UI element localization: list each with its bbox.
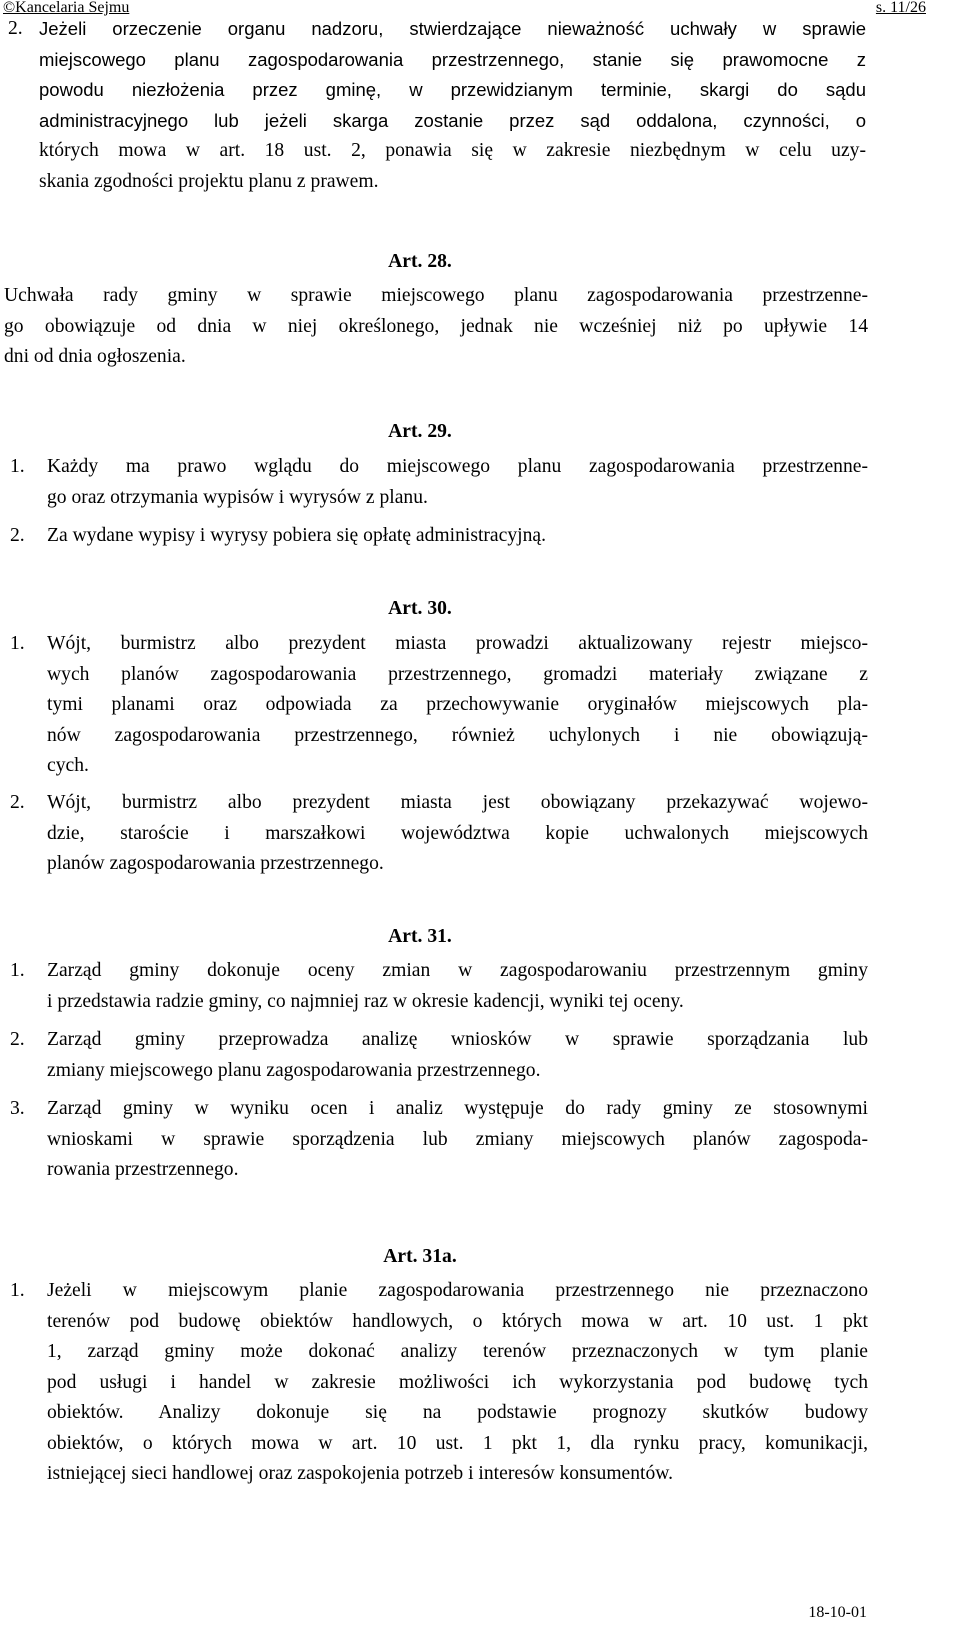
item-number: 2. xyxy=(10,792,25,813)
text-line: Uchwała rady gminy w sprawie miejscowego planu zagospodarowania przestrzenne- xyxy=(4,285,868,306)
item-number: 2. xyxy=(10,525,25,546)
text-line: administracyjnego lub jeżeli skarga zostanie przez sąd oddalona, czynności, o xyxy=(39,109,866,131)
article-heading-28: Art. 28. xyxy=(388,251,452,272)
text-line: terenów pod budowę obiektów handlowych, o których mowa w art. 10 ust. 1 pkt xyxy=(47,1310,868,1332)
text-line: Jeżeli w miejscowym planie zagospodarowania przestrzennego nie przeznaczono xyxy=(47,1280,868,1301)
item-body xyxy=(47,1276,868,1490)
item-body xyxy=(47,956,868,1017)
text-line: skania zgodności projektu planu z prawem. xyxy=(39,170,379,192)
text-line: których mowa w art. 18 ust. 2, ponawia się w zakresie niezbędnym w celu uzy- xyxy=(39,140,866,161)
text-line: istniejącej sieci handlowej oraz zaspokojenia potrzeb i interesów konsumentów. xyxy=(47,1463,674,1484)
item-body xyxy=(47,452,868,513)
text-line: tymi planami oraz odpowiada za przechowywanie oryginałów miejscowych pla- xyxy=(47,694,868,715)
text-line: Wójt, burmistrz albo prezydent miasta prowadzi aktualizowany rejestr miejsco- xyxy=(47,633,868,654)
text-line: Zarząd gminy dokonuje oceny zmian w zagospodarowaniu przestrzennym gminy xyxy=(47,960,868,981)
text-line: dzie, staroście i marszałkowi województwa kopie uchwalonych miejscowych xyxy=(47,822,868,844)
text-line: nów zagospodarowania przestrzennego, również uchylonych i nie obowiązują- xyxy=(47,724,868,746)
text-line: powodu niezłożenia przez gminę, w przewidzianym terminie, skargi do sądu xyxy=(39,79,866,100)
text-line: go obowiązuje od dnia w niej określonego, jednak nie wcześniej niż po upływie 14 xyxy=(4,315,868,337)
header-page-number: s. 11/26 xyxy=(875,0,926,16)
item-body xyxy=(47,521,868,552)
item-body xyxy=(47,788,868,880)
text-line: zmiany miejscowego planu zagospodarowania przestrzennego. xyxy=(47,1059,541,1081)
text-line: go oraz otrzymania wypisów i wyrysów z planu. xyxy=(47,486,428,508)
text-line: miejscowego planu zagospodarowania przestrzennego, stanie się prawomocne z xyxy=(39,48,866,70)
item-number: 2. xyxy=(8,18,23,39)
footer-date: 18-10-01 xyxy=(808,1604,867,1621)
text-line: Każdy ma prawo wglądu do miejscowego planu zagospodarowania przestrzenne- xyxy=(47,456,868,477)
text-line: Jeżeli orzeczenie organu nadzoru, stwierdzające nieważność uchwały w sprawie xyxy=(39,18,866,39)
item-number: 1. xyxy=(10,633,25,654)
item-number: 1. xyxy=(10,1280,25,1301)
text-line: cych. xyxy=(47,755,89,776)
text-line: Zarząd gminy przeprowadza analizę wniosków w sprawie sporządzania lub xyxy=(47,1029,868,1050)
text-line: pod usługi i handel w zakresie możliwości ich wykorzystania pod budowę tych xyxy=(47,1371,868,1393)
text-line: i przedstawia radzie gminy, co najmniej raz w okresie kadencji, wyniki tej oceny. xyxy=(47,990,684,1012)
item-body xyxy=(47,629,868,782)
text-line: 1, zarząd gminy może dokonać analizy terenów przeznaczonych w tym planie xyxy=(47,1341,868,1362)
item-number: 3. xyxy=(10,1098,25,1119)
text-line: obiektów. Analizy dokonuje się na podstawie prognozy skutków budowy xyxy=(47,1402,868,1423)
text-line: Zarząd gminy w wyniku ocen i analiz występuje do rady gminy ze stosownymi xyxy=(47,1098,868,1119)
article-heading-31: Art. 31. xyxy=(388,926,452,947)
item-body xyxy=(39,14,866,197)
item-number: 2. xyxy=(10,1029,25,1050)
item-body xyxy=(47,1094,868,1186)
item-number: 1. xyxy=(10,960,25,981)
item-body xyxy=(47,1025,868,1086)
text-line: Wójt, burmistrz albo prezydent miasta jest obowiązany przekazywać wojewo- xyxy=(47,792,868,813)
text-line: wych planów zagospodarowania przestrzennego, gromadzi materiały związane z xyxy=(47,663,868,685)
text-line: dni od dnia ogłoszenia. xyxy=(4,346,186,367)
header-source: ©Kancelaria Sejmu xyxy=(3,0,130,16)
article-heading-29: Art. 29. xyxy=(388,421,452,442)
text-line: rowania przestrzennego. xyxy=(47,1159,239,1180)
text-line: planów zagospodarowania przestrzennego. xyxy=(47,853,384,874)
article-heading-30: Art. 30. xyxy=(388,598,452,619)
item-number: 1. xyxy=(10,456,25,477)
art28-paragraph xyxy=(4,281,868,373)
text-line: wnioskami w sprawie sporządzenia lub zmiany miejscowych planów zagospoda- xyxy=(47,1128,868,1150)
text-line: Za wydane wypisy i wyrysy pobiera się opłatę administracyjną. xyxy=(47,525,546,546)
text-line: obiektów, o których mowa w art. 10 ust. 1 pkt 1, dla rynku pracy, komunikacji, xyxy=(47,1432,868,1454)
article-heading-31a: Art. 31a. xyxy=(383,1246,457,1267)
